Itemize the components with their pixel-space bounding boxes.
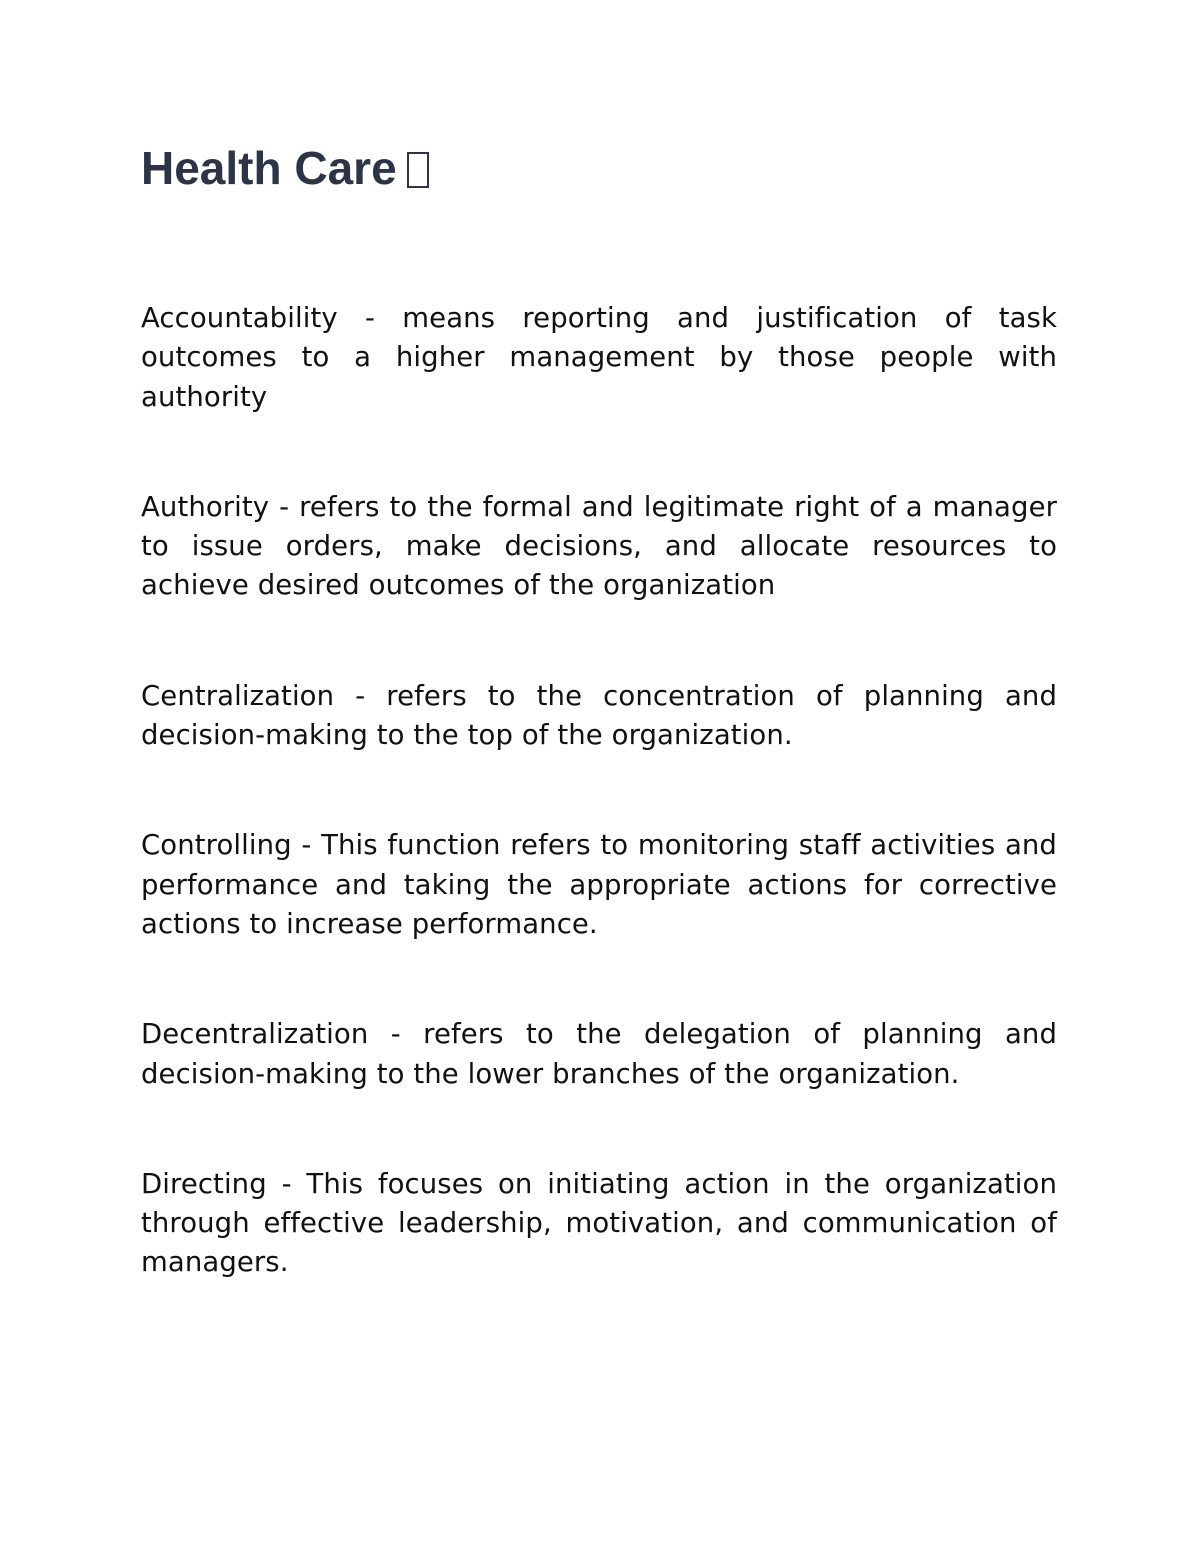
title-text: Health Care (141, 142, 397, 194)
definition-controlling: Controlling - This function refers to monitoring staff activities and performance and taking the appropriate actions for corrective actions to increase performance. (141, 829, 1057, 940)
definition-decentralization: Decentralization - refers to the delegation of planning and decision-making to the lower branches of the organization. (141, 1018, 1057, 1090)
missing-glyph-icon (407, 152, 429, 188)
definition-directing: Directing - This focuses on initiating action in the organization through effective leadership, motivation, and communication of managers. (141, 1167, 1057, 1279)
definition-accountability: Accountability - means reporting and justification of task outcomes to a higher management by those people with authority (141, 302, 1057, 413)
definitions-list (141, 299, 1057, 1354)
page-title (141, 140, 429, 196)
definition-centralization: Centralization - refers to the concentration of planning and decision-making to the top of the organization. (141, 679, 1057, 752)
definition-authority: Authority - refers to the formal and legitimate right of a manager to issue orders, make decisions, and allocate resources to achieve desired outcomes of the organization (141, 490, 1057, 602)
